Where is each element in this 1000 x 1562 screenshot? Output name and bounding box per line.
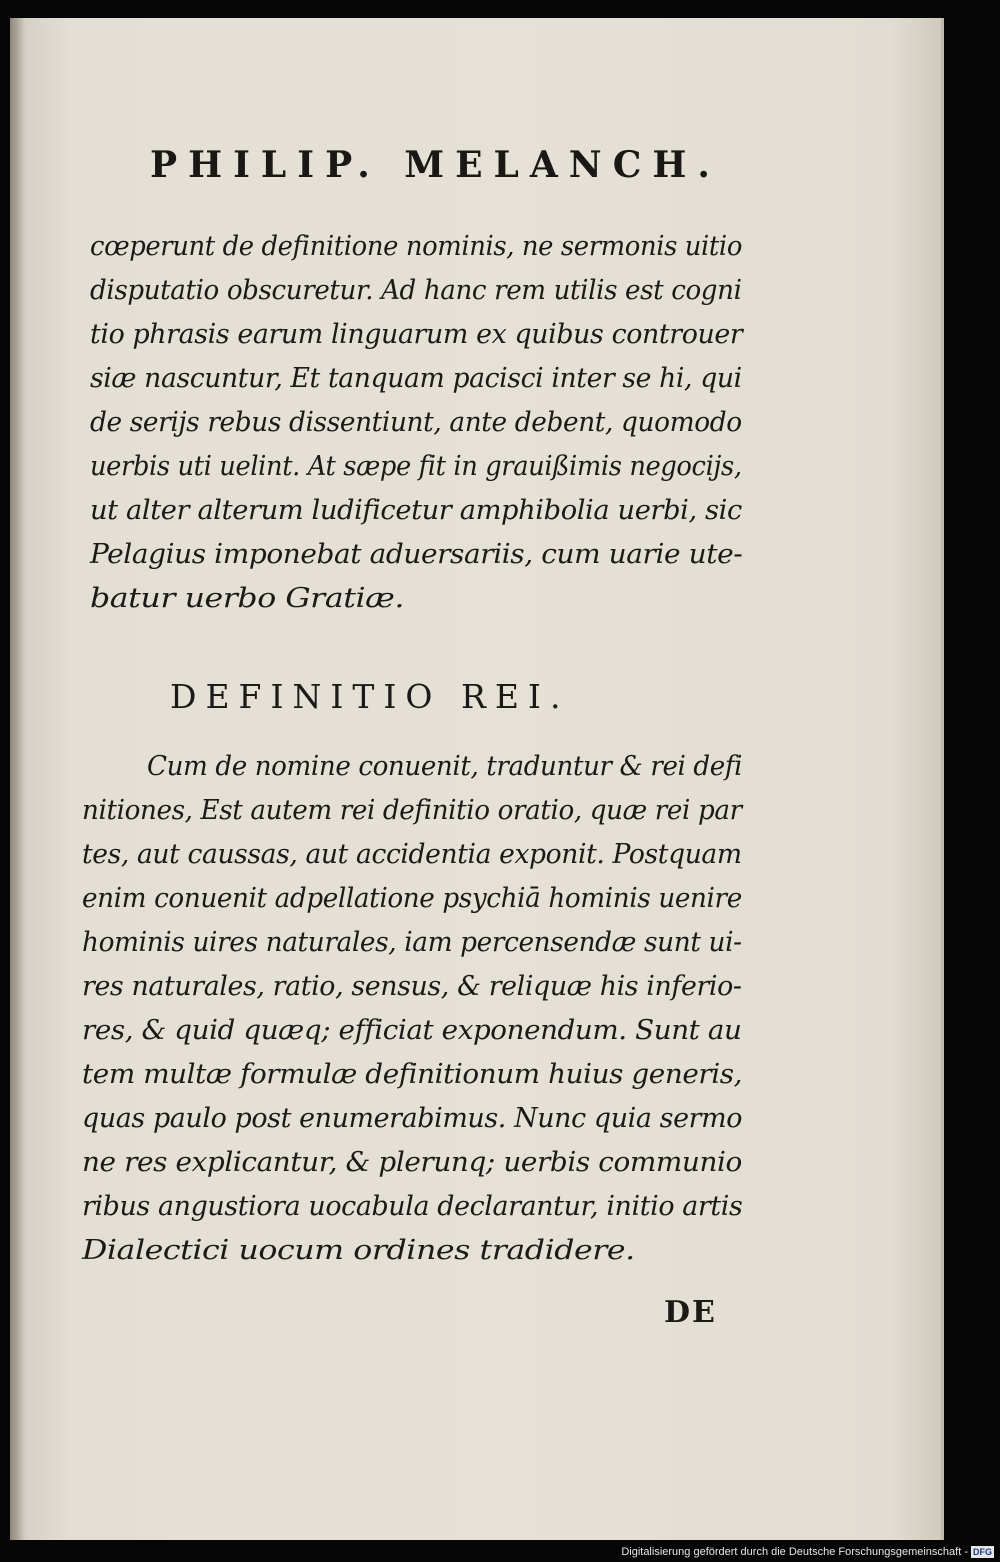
- text-line: enim conuenit adpellatione psychiā hominis uenire: [82, 882, 742, 914]
- text-line: tes, aut caussas, aut accidentia exponit. Postquam: [82, 838, 742, 870]
- text-line: de serijs rebus dissentiunt, ante debent, quomodo: [90, 406, 742, 438]
- text-line: batur uerbo Gratiæ.: [90, 582, 404, 614]
- text-line: res naturales, ratio, sensus, & reliquæ his inferio-: [82, 970, 742, 1002]
- text-line: siæ nascuntur, Et tanquam pacisci inter se hi, qui: [90, 362, 742, 394]
- digitization-footer: [621, 1544, 994, 1560]
- dfg-logo-icon: DFG: [973, 1547, 992, 1557]
- text-line: uerbis uti uelint. At sæpe fit in grauißimis negocijs,: [90, 450, 742, 482]
- text-line: cœperunt de definitione nominis, ne sermonis uitio: [90, 230, 742, 262]
- text-line: Dialectici uocum ordines tradidere.: [82, 1234, 635, 1266]
- text-line: ut alter alterum ludificetur amphibolia uerbi, sic: [90, 494, 742, 526]
- text-line: ribus angustiora uocabula declarantur, initio artis: [82, 1190, 743, 1222]
- text-line: res, & quid quæq; efficiat exponendum. Sunt au: [82, 1014, 742, 1046]
- text-line: nitiones, Est autem rei definitio oratio, quæ rei par: [82, 794, 742, 826]
- text-line: tem multæ formulæ definitionum huius generis,: [82, 1058, 743, 1090]
- text-line: disputatio obscuretur. Ad hanc rem utilis est cogni: [90, 274, 742, 306]
- text-line: quas paulo post enumerabimus. Nunc quia sermo: [82, 1102, 743, 1134]
- book-page: [10, 18, 944, 1540]
- text-line: hominis uires naturales, iam percensendæ sunt ui-: [82, 926, 742, 958]
- section-heading: DEFINITIO REI.: [170, 677, 570, 716]
- text-line: ne res explicantur, & plerunq; uerbis communio: [82, 1146, 742, 1178]
- text-line: tio phrasis earum linguarum ex quibus controuer: [90, 318, 743, 350]
- catchword: DE: [664, 1295, 717, 1330]
- footer-credit: Digitalisierung gefördert durch die Deutsche Forschungsgemeinschaft -: [621, 1546, 968, 1558]
- text-line: Cum de nomine conuenit, traduntur & rei defi: [147, 750, 743, 782]
- running-head: PHILIP. MELANCH.: [150, 144, 721, 186]
- text-line: Pelagius imponebat aduersariis, cum uarie ute-: [90, 538, 743, 570]
